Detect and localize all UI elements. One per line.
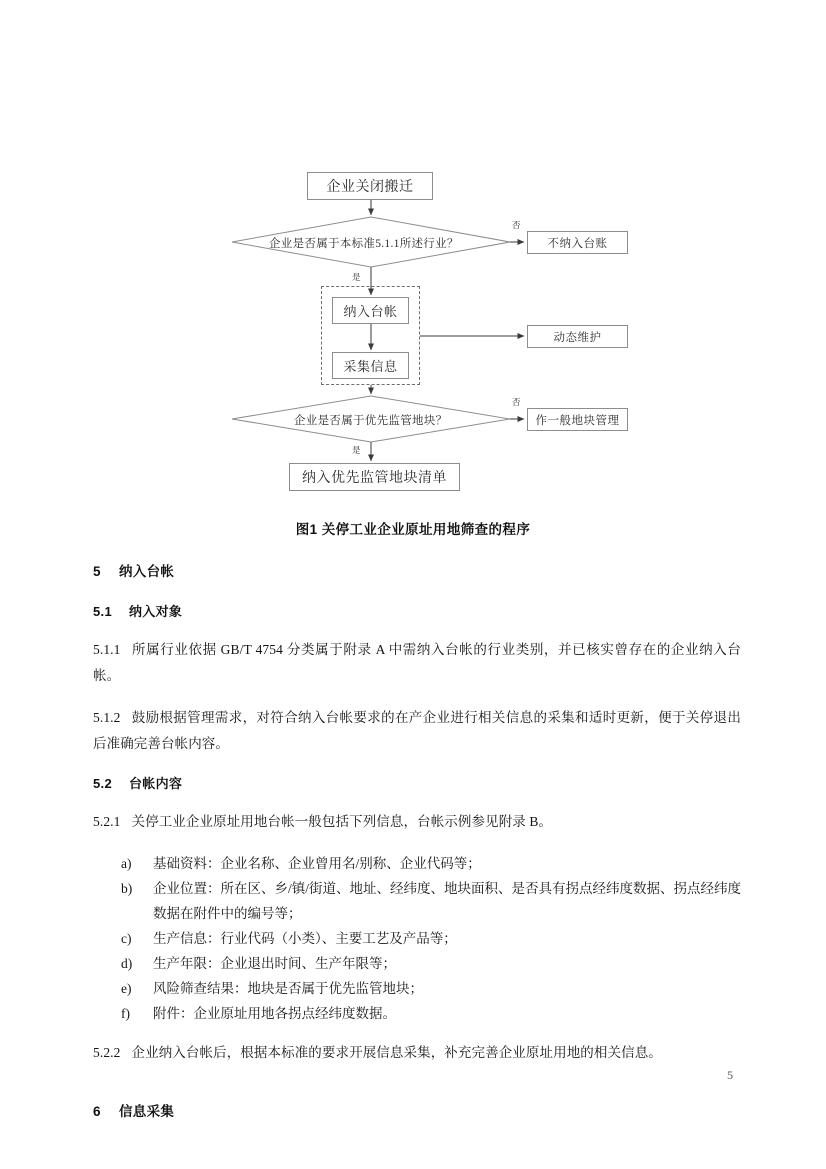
list-item-marker: c)	[121, 931, 132, 946]
node-collect-info-label: 采集信息	[343, 359, 398, 374]
list-item	[93, 1001, 741, 1026]
list-item	[93, 976, 741, 1001]
list-item	[93, 951, 741, 976]
document-body	[93, 560, 741, 1141]
paragraph-5-1-1	[93, 637, 741, 689]
heading-section-6-title: 信息采集	[119, 1104, 175, 1119]
heading-section-5	[93, 560, 741, 580]
node-include-ledger	[332, 297, 409, 324]
flowchart-figure	[0, 0, 826, 520]
figure-caption: 图1 关停工业企业原址用地筛查的程序	[295, 522, 531, 537]
list-item-text: 生产年限：企业退出时间、生产年限等；	[153, 956, 396, 971]
node-general-plot-management-label: 作一般地块管理	[535, 414, 620, 427]
paragraph-5-1-2-number: 5.1.2	[93, 710, 121, 725]
list-item-marker: b)	[121, 881, 133, 896]
paragraph-5-2-1	[93, 809, 741, 835]
edge-label-yes-1: 是	[352, 272, 361, 282]
edge-label-yes-2: 是	[352, 445, 361, 455]
list-item-text: 风险筛查结果：地块是否属于优先监管地块；	[153, 981, 423, 996]
list-item-text: 生产信息：行业代码（小类）、主要工艺及产品等；	[153, 931, 457, 946]
paragraph-5-2-1-number: 5.2.1	[93, 814, 121, 829]
node-dynamic-maintenance	[527, 325, 628, 348]
heading-section-5-2-number: 5.2	[93, 776, 112, 791]
decision-1-label: 企业是否属于本标准5.1.1所述行业？	[269, 238, 459, 250]
list-item-text: 企业位置：所在区、乡/镇/街道、地址、经纬度、地块面积、是否具有拐点经纬度数据、拐点经纬度数据在附件中的编号等；	[153, 881, 742, 921]
node-start-label: 企业关闭搬迁	[326, 180, 414, 195]
node-not-included	[527, 231, 628, 254]
paragraph-5-1-1-text: 所属行业依据 GB/T 4754 分类属于附录 A 中需纳入台帐的行业类别，并已核实曾存在的企业纳入台帐。	[93, 642, 741, 683]
list-item	[93, 876, 741, 926]
heading-section-5-1-number: 5.1	[93, 604, 112, 619]
node-priority-list-label: 纳入优先监管地块清单	[302, 471, 447, 486]
list-item-text: 基础资料：企业名称、企业曾用名/别称、企业代码等；	[153, 856, 481, 871]
node-start	[307, 172, 433, 200]
paragraph-5-2-2	[93, 1040, 741, 1066]
heading-section-5-number: 5	[93, 564, 101, 579]
node-collect-info	[332, 352, 409, 379]
heading-section-5-1	[93, 601, 741, 620]
paragraph-5-2-2-text: 企业纳入台帐后，根据本标准的要求开展信息采集，补充完善企业原址用地的相关信息。	[131, 1045, 662, 1060]
node-priority-list	[289, 463, 460, 491]
list-item	[93, 851, 741, 876]
heading-section-6-number: 6	[93, 1104, 101, 1119]
heading-section-5-2	[93, 773, 741, 792]
paragraph-5-2-2-number: 5.2.2	[93, 1045, 121, 1060]
list-item	[93, 926, 741, 951]
list-item-marker: f)	[121, 1006, 130, 1021]
edge-label-no-1: 否	[512, 220, 521, 230]
ledger-content-list	[93, 851, 741, 1026]
decision-2-label: 企业是否属于优先监管地块？	[294, 415, 448, 427]
node-include-ledger-label: 纳入台帐	[343, 304, 398, 319]
node-dynamic-maintenance-label: 动态维护	[553, 331, 602, 344]
paragraph-5-1-2-text: 鼓励根据管理需求，对符合纳入台帐要求的在产企业进行相关信息的采集和适时更新，便于关停退出后准确完善台帐内容。	[93, 710, 741, 751]
paragraph-5-2-1-text: 关停工业企业原址用地台帐一般包括下列信息，台帐示例参见附录 B。	[131, 814, 553, 829]
page-number: 5	[727, 1068, 733, 1082]
list-item-text: 附件：企业原址用地各拐点经纬度数据。	[153, 1006, 396, 1021]
heading-section-5-title: 纳入台帐	[119, 564, 175, 579]
list-item-marker: e)	[121, 981, 132, 996]
edge-label-no-2: 否	[512, 397, 521, 407]
paragraph-5-1-2	[93, 705, 741, 757]
paragraph-5-1-1-number: 5.1.1	[93, 642, 121, 657]
list-item-marker: a)	[121, 856, 132, 871]
node-not-included-label: 不纳入台账	[547, 237, 608, 250]
heading-section-5-1-title: 纳入对象	[129, 604, 183, 619]
list-item-marker: d)	[121, 956, 133, 971]
flowchart-connectors	[0, 0, 826, 520]
heading-section-5-2-title: 台帐内容	[129, 776, 183, 791]
node-general-plot-management	[527, 408, 628, 431]
heading-section-6	[93, 1100, 741, 1120]
